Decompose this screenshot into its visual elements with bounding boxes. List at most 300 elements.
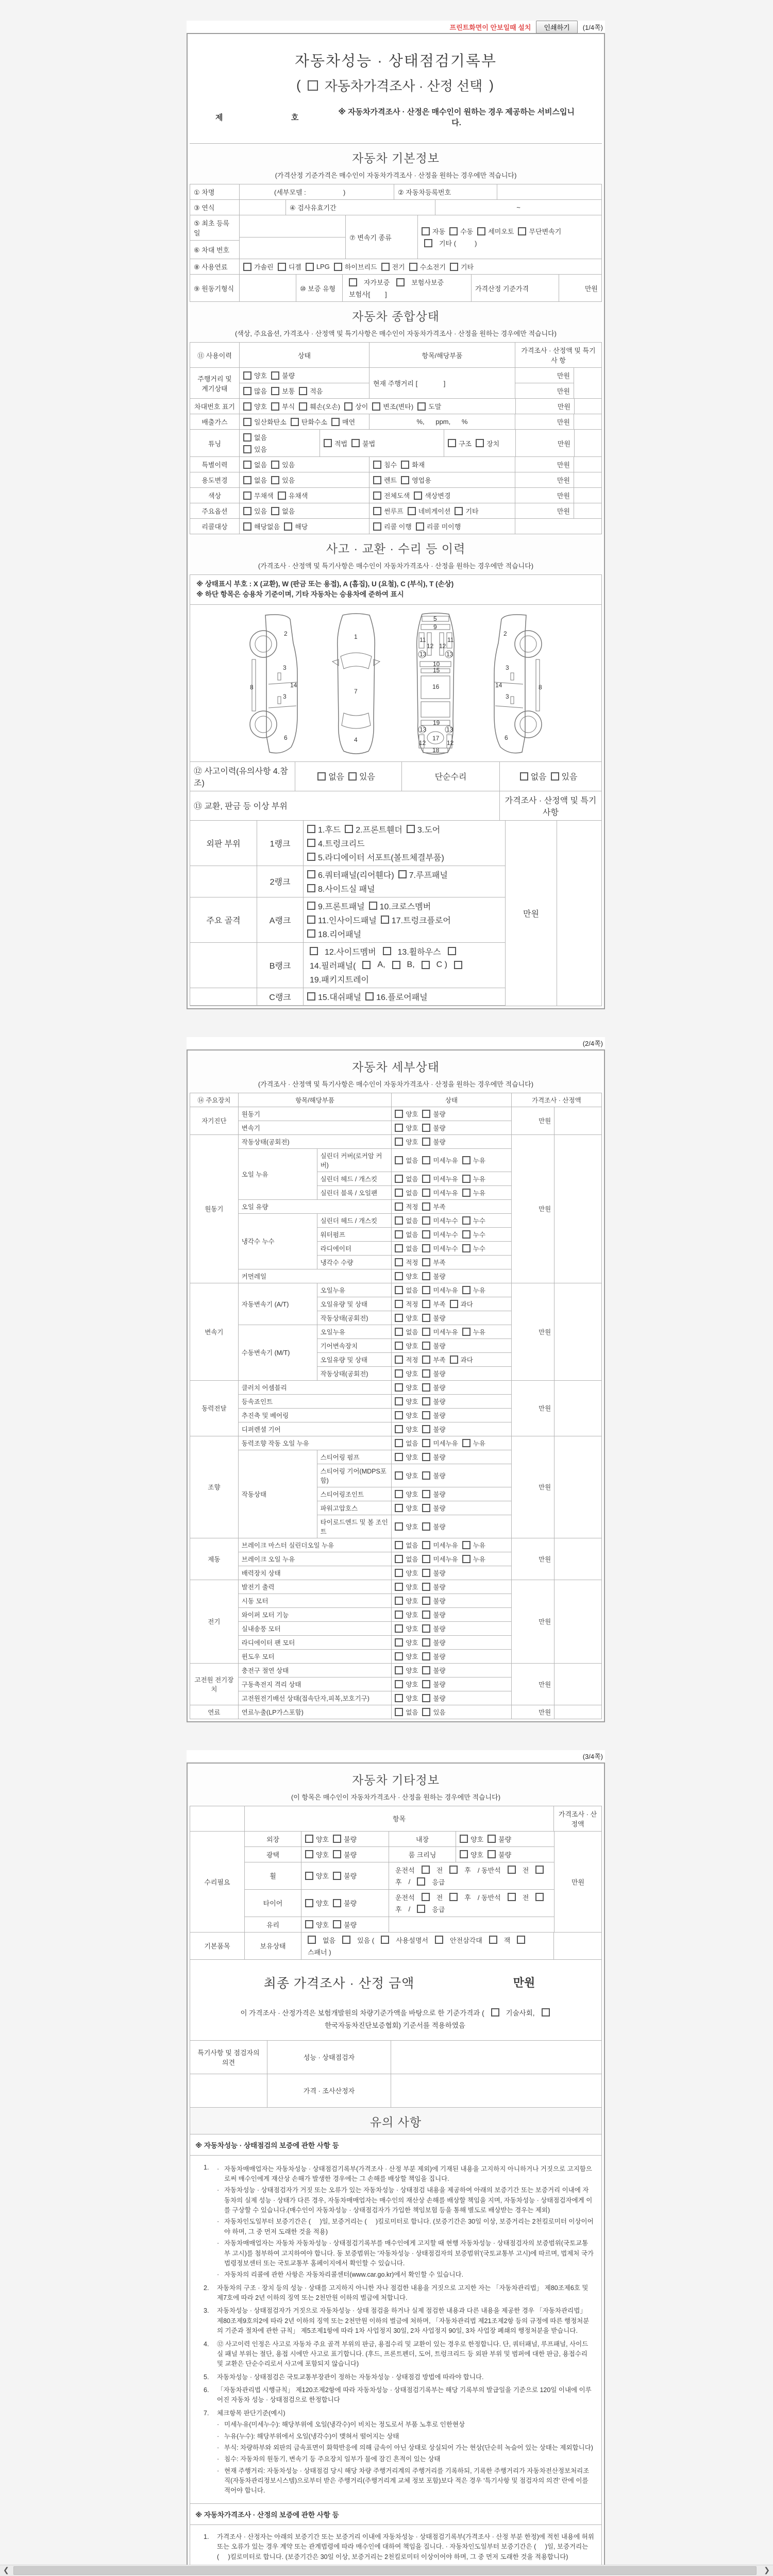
checkbox[interactable] <box>422 1439 430 1447</box>
checkbox-option[interactable] <box>462 1230 490 1239</box>
checkbox[interactable] <box>395 1680 403 1688</box>
checkbox[interactable] <box>395 1138 403 1146</box>
checkbox-option[interactable] <box>462 1244 490 1253</box>
checkbox[interactable] <box>422 1110 430 1118</box>
checkbox[interactable] <box>305 1872 313 1880</box>
checkbox[interactable] <box>307 825 315 833</box>
checkbox[interactable] <box>396 278 405 286</box>
checkbox-option[interactable] <box>422 1258 449 1267</box>
checkbox-option[interactable] <box>395 1707 422 1717</box>
price-value-cell[interactable] <box>554 1283 602 1380</box>
checkbox[interactable] <box>395 1328 403 1336</box>
checkbox-option[interactable] <box>395 1369 422 1378</box>
checkbox-option[interactable] <box>422 1299 449 1309</box>
remark-cell[interactable] <box>574 488 601 503</box>
checkbox[interactable] <box>284 522 292 531</box>
checkbox[interactable] <box>551 772 559 781</box>
checkbox-option[interactable] <box>395 1244 422 1253</box>
checkbox-option[interactable] <box>395 1299 422 1309</box>
checkbox-option[interactable] <box>422 1680 449 1689</box>
checkbox[interactable] <box>395 1611 403 1619</box>
checkbox-option[interactable] <box>305 1850 333 1859</box>
checkbox[interactable] <box>305 1920 313 1928</box>
reg-no-value[interactable] <box>497 184 601 199</box>
checkbox-option[interactable] <box>243 490 278 500</box>
checkbox[interactable] <box>395 1300 403 1308</box>
checkbox-option[interactable] <box>395 1452 422 1462</box>
checkbox[interactable] <box>278 263 286 271</box>
checkbox-option[interactable] <box>407 823 444 835</box>
checkbox-option[interactable] <box>317 770 348 782</box>
checkbox-option[interactable] <box>333 1834 361 1844</box>
checkbox-option[interactable] <box>422 1471 449 1480</box>
checkbox-option[interactable] <box>450 1299 477 1309</box>
checkbox[interactable] <box>422 961 430 969</box>
checkbox[interactable] <box>462 1156 470 1164</box>
price-value-cell[interactable] <box>554 1663 602 1705</box>
checkbox[interactable] <box>489 1936 497 1944</box>
remark-appraiser-value[interactable] <box>391 2074 601 2107</box>
checkbox-option[interactable] <box>422 1624 449 1633</box>
checkbox[interactable] <box>462 1541 470 1549</box>
checkbox[interactable] <box>307 839 315 847</box>
checkbox[interactable] <box>508 1893 516 1901</box>
checkbox-option[interactable] <box>307 900 369 912</box>
checkbox[interactable] <box>462 1216 470 1225</box>
checkbox-option[interactable] <box>395 1341 422 1350</box>
checkbox-option[interactable] <box>305 1920 333 1929</box>
checkbox[interactable] <box>395 1286 403 1294</box>
checkbox-option[interactable] <box>395 1411 422 1420</box>
checkbox-option[interactable] <box>395 1285 422 1295</box>
checkbox[interactable] <box>535 1866 544 1874</box>
horizontal-scrollbar[interactable] <box>0 2565 773 2576</box>
checkbox-option[interactable] <box>305 1898 333 1908</box>
rank-remark-cell[interactable] <box>557 821 601 1006</box>
checkbox[interactable] <box>450 1355 458 1364</box>
checkbox[interactable] <box>422 1342 430 1350</box>
checkbox-option[interactable] <box>331 417 359 427</box>
checkbox[interactable] <box>324 439 332 447</box>
checkbox-option[interactable] <box>373 475 401 485</box>
checkbox-option[interactable] <box>462 1174 490 1183</box>
checkbox[interactable] <box>373 461 381 469</box>
checkbox[interactable] <box>271 461 279 469</box>
checkbox-option[interactable] <box>395 1522 422 1531</box>
checkbox[interactable] <box>344 402 352 411</box>
checkbox-option[interactable] <box>395 1666 422 1675</box>
checkbox-option[interactable] <box>455 506 482 516</box>
checkbox[interactable] <box>243 461 251 469</box>
checkbox-option[interactable] <box>271 386 299 396</box>
checkbox-option[interactable] <box>395 1188 422 1197</box>
checkbox[interactable] <box>395 1369 403 1378</box>
checkbox[interactable] <box>395 1453 403 1461</box>
checkbox-option[interactable] <box>381 914 455 926</box>
checkbox[interactable] <box>395 1202 403 1211</box>
checkbox-option[interactable] <box>305 1834 333 1844</box>
checkbox[interactable] <box>395 1124 403 1132</box>
checkbox[interactable] <box>395 1397 403 1405</box>
emission-values[interactable]: %, ppm, % <box>369 414 515 429</box>
checkbox[interactable] <box>422 1541 430 1549</box>
checkbox[interactable] <box>369 902 377 910</box>
checkbox[interactable] <box>398 870 407 878</box>
checkbox[interactable] <box>308 1936 316 1944</box>
checkbox[interactable] <box>422 1555 430 1563</box>
checkbox[interactable] <box>462 1189 470 1197</box>
checkbox[interactable] <box>422 1272 430 1280</box>
checkbox-option[interactable] <box>333 1920 361 1929</box>
checkbox-option[interactable] <box>422 1596 449 1605</box>
checkbox[interactable] <box>307 884 315 892</box>
checkbox[interactable] <box>450 263 458 271</box>
checkbox[interactable] <box>331 418 340 426</box>
checkbox[interactable] <box>395 1175 403 1183</box>
checkbox[interactable] <box>422 1624 430 1633</box>
checkbox-option[interactable] <box>395 1693 422 1703</box>
checkbox-option[interactable] <box>395 1624 422 1633</box>
checkbox-option[interactable] <box>422 1216 462 1225</box>
checkbox[interactable] <box>508 1866 516 1874</box>
checkbox-option[interactable] <box>422 1397 449 1406</box>
checkbox[interactable] <box>422 1611 430 1619</box>
remark-cell[interactable] <box>574 368 601 398</box>
checkbox[interactable] <box>395 1708 403 1716</box>
checkbox[interactable] <box>422 1124 430 1132</box>
price-value-cell[interactable] <box>554 1380 602 1436</box>
checkbox[interactable] <box>307 902 315 910</box>
checkbox-option[interactable] <box>333 1871 361 1880</box>
checkbox[interactable] <box>307 853 315 861</box>
remark-cell[interactable] <box>574 472 601 487</box>
checkbox[interactable] <box>278 492 286 500</box>
checkbox[interactable] <box>462 1230 470 1239</box>
checkbox-option[interactable] <box>395 1272 422 1281</box>
checkbox[interactable] <box>243 433 251 442</box>
checkbox-option[interactable] <box>395 1174 422 1183</box>
checkbox-option[interactable] <box>395 1471 422 1480</box>
checkbox-option[interactable] <box>324 438 351 448</box>
checkbox[interactable] <box>422 1490 430 1498</box>
checkbox-option[interactable] <box>422 1707 449 1717</box>
checkbox-option[interactable] <box>284 521 312 531</box>
checkbox-option[interactable] <box>243 262 278 272</box>
checkbox-option[interactable] <box>369 900 435 912</box>
checkbox[interactable] <box>408 507 416 515</box>
checkbox[interactable] <box>476 439 484 447</box>
checkbox-option[interactable] <box>243 506 271 516</box>
checkbox-option[interactable] <box>395 1258 422 1267</box>
checkbox[interactable] <box>462 1555 470 1563</box>
checkbox[interactable] <box>422 1680 430 1688</box>
checkbox-option[interactable] <box>395 1123 422 1132</box>
checkbox[interactable] <box>395 1230 403 1239</box>
checkbox-option[interactable] <box>449 226 477 236</box>
checkbox[interactable] <box>462 1286 470 1294</box>
checkbox[interactable] <box>422 1522 430 1531</box>
checkbox[interactable] <box>449 1866 458 1874</box>
checkbox[interactable] <box>422 1471 430 1480</box>
checkbox-option[interactable] <box>307 991 365 1003</box>
checkbox-option[interactable] <box>307 851 448 863</box>
checkbox-option[interactable] <box>307 883 379 894</box>
checkbox-option[interactable] <box>422 1156 462 1165</box>
checkbox[interactable] <box>422 1355 430 1364</box>
checkbox-option[interactable] <box>334 262 381 272</box>
checkbox-option[interactable] <box>333 1850 361 1859</box>
checkbox[interactable] <box>422 1397 430 1405</box>
remark-cell[interactable] <box>575 399 601 414</box>
checkbox-option[interactable] <box>333 1898 361 1908</box>
checkbox-option[interactable] <box>365 991 432 1003</box>
checkbox[interactable] <box>271 387 279 395</box>
checkbox-option[interactable] <box>422 1313 449 1323</box>
checkbox[interactable] <box>308 80 318 91</box>
scroll-right-arrow[interactable]: ❯ <box>764 2566 770 2574</box>
checkbox[interactable] <box>422 1244 430 1252</box>
checkbox-option[interactable] <box>395 1327 422 1336</box>
checkbox[interactable] <box>422 1425 430 1433</box>
checkbox-option[interactable] <box>551 770 582 782</box>
checkbox-option[interactable] <box>422 1123 449 1132</box>
checkbox-option[interactable] <box>422 1109 449 1118</box>
checkbox[interactable] <box>422 1694 430 1702</box>
checkbox-option[interactable] <box>373 521 416 531</box>
checkbox-option[interactable] <box>450 262 478 272</box>
checkbox-option[interactable] <box>422 1272 449 1281</box>
checkbox-option[interactable] <box>271 401 299 411</box>
checkbox[interactable] <box>345 825 353 833</box>
checkbox-option[interactable] <box>373 460 401 469</box>
checkbox-option[interactable] <box>462 1156 490 1165</box>
checkbox-option[interactable] <box>520 770 551 782</box>
checkbox-option[interactable] <box>422 1369 449 1378</box>
checkbox[interactable] <box>395 1666 403 1674</box>
checkbox-option[interactable] <box>395 1202 422 1211</box>
checkbox[interactable] <box>455 507 463 515</box>
checkbox-option[interactable] <box>271 506 299 516</box>
checkbox-option[interactable] <box>395 1438 422 1448</box>
checkbox-option[interactable] <box>395 1313 422 1323</box>
checkbox-option[interactable] <box>422 1693 449 1703</box>
checkbox[interactable] <box>395 1110 403 1118</box>
checkbox[interactable] <box>422 1569 430 1577</box>
checkbox[interactable] <box>395 1471 403 1480</box>
checkbox[interactable] <box>448 947 456 955</box>
checkbox-option[interactable] <box>345 823 407 835</box>
checkbox-option[interactable] <box>395 1216 422 1225</box>
checkbox-option[interactable] <box>395 1540 422 1550</box>
checkbox-option[interactable] <box>422 1244 462 1253</box>
checkbox[interactable] <box>395 1156 403 1164</box>
checkbox[interactable] <box>395 1569 403 1577</box>
checkbox-option[interactable] <box>395 1489 422 1499</box>
print-install-notice[interactable]: 프린트화면이 안보일때 설치 <box>449 23 531 31</box>
checkbox[interactable] <box>243 476 251 484</box>
checkbox[interactable] <box>422 1666 430 1674</box>
checkbox[interactable] <box>243 522 251 531</box>
checkbox[interactable] <box>395 1638 403 1647</box>
remark-cell[interactable] <box>574 414 601 429</box>
checkbox-option[interactable] <box>488 1834 515 1844</box>
checkbox-option[interactable] <box>460 1850 488 1859</box>
checkbox[interactable] <box>243 418 251 426</box>
checkbox-option[interactable] <box>395 1554 422 1564</box>
checkbox[interactable] <box>271 476 279 484</box>
checkbox[interactable] <box>518 227 526 235</box>
checkbox[interactable] <box>535 1893 544 1901</box>
checkbox[interactable] <box>395 1624 403 1633</box>
checkbox-option[interactable] <box>395 1582 422 1591</box>
checkbox[interactable] <box>271 507 279 515</box>
checkbox[interactable] <box>333 1899 341 1907</box>
checkbox[interactable] <box>373 522 381 531</box>
checkbox-option[interactable] <box>271 460 299 469</box>
checkbox-option[interactable] <box>373 490 414 500</box>
checkbox-option[interactable] <box>408 506 455 516</box>
checkbox[interactable] <box>395 1258 403 1266</box>
checkbox-option[interactable] <box>417 401 445 411</box>
checkbox-option[interactable] <box>422 1522 449 1531</box>
checkbox[interactable] <box>424 239 432 247</box>
checkbox-option[interactable] <box>348 770 379 782</box>
checkbox-option[interactable] <box>422 1327 462 1336</box>
checkbox[interactable] <box>348 772 357 781</box>
checkbox[interactable] <box>401 476 409 484</box>
price-value-cell[interactable] <box>554 1538 602 1580</box>
checkbox[interactable] <box>417 402 426 411</box>
checkbox[interactable] <box>422 1652 430 1660</box>
remark-cell[interactable] <box>575 430 601 456</box>
checkbox-option[interactable] <box>395 1230 422 1239</box>
checkbox-option[interactable] <box>271 475 299 485</box>
checkbox[interactable] <box>488 1850 496 1858</box>
price-value-cell[interactable] <box>554 1705 602 1719</box>
checkbox[interactable] <box>271 371 279 380</box>
checkbox[interactable] <box>542 2008 550 2016</box>
checkbox[interactable] <box>305 1850 313 1858</box>
checkbox[interactable] <box>407 825 415 833</box>
checkbox[interactable] <box>243 445 251 453</box>
checkbox-option[interactable] <box>395 1355 422 1364</box>
checkbox[interactable] <box>395 1272 403 1280</box>
checkbox[interactable] <box>299 402 307 411</box>
checkbox[interactable] <box>450 1300 458 1308</box>
checkbox[interactable] <box>422 1453 430 1461</box>
checkbox-option[interactable] <box>476 438 503 448</box>
checkbox-option[interactable] <box>344 401 372 411</box>
checkbox-option[interactable] <box>422 1582 449 1591</box>
checkbox[interactable] <box>422 1156 430 1164</box>
checkbox[interactable] <box>333 1872 341 1880</box>
checkbox[interactable] <box>448 439 456 447</box>
checkbox-option[interactable] <box>462 1216 490 1225</box>
checkbox[interactable] <box>395 1583 403 1591</box>
checkbox[interactable] <box>395 1411 403 1419</box>
checkbox[interactable] <box>409 263 417 271</box>
checkbox[interactable] <box>305 1835 313 1843</box>
checkbox-option[interactable] <box>307 869 398 880</box>
checkbox[interactable] <box>422 1893 430 1901</box>
checkbox[interactable] <box>362 961 371 969</box>
current-mileage[interactable]: 현재 주행거리 [ ] <box>369 368 515 398</box>
checkbox[interactable] <box>422 1300 430 1308</box>
checkbox-option[interactable] <box>422 1638 449 1647</box>
checkbox-option[interactable] <box>422 1610 449 1619</box>
checkbox[interactable] <box>422 1189 430 1197</box>
checkbox-option[interactable] <box>395 1109 422 1118</box>
checkbox-option[interactable] <box>243 521 284 531</box>
checkbox[interactable] <box>422 1383 430 1392</box>
checkbox-option[interactable] <box>460 1834 488 1844</box>
checkbox-option[interactable] <box>395 1425 422 1434</box>
checkbox-option[interactable] <box>422 1188 462 1197</box>
checkbox[interactable] <box>491 2008 499 2016</box>
checkbox[interactable] <box>422 1314 430 1322</box>
checkbox-option[interactable] <box>372 401 417 411</box>
checkbox[interactable] <box>307 929 315 938</box>
price-value-cell[interactable] <box>554 1134 602 1283</box>
checkbox-option[interactable] <box>243 432 271 442</box>
checkbox[interactable] <box>372 402 380 411</box>
checkbox-option[interactable] <box>422 1285 462 1295</box>
checkbox[interactable] <box>334 263 342 271</box>
checkbox-option[interactable] <box>307 914 381 926</box>
checkbox[interactable] <box>422 1175 430 1183</box>
checkbox-option[interactable] <box>243 370 271 380</box>
checkbox-option[interactable] <box>271 370 299 380</box>
checkbox-option[interactable] <box>422 1341 449 1350</box>
checkbox-option[interactable] <box>373 506 408 516</box>
checkbox-option[interactable] <box>307 823 345 835</box>
checkbox[interactable] <box>477 227 485 235</box>
checkbox-option[interactable] <box>462 1554 490 1564</box>
checkbox-option[interactable] <box>422 1666 449 1675</box>
checkbox[interactable] <box>422 1638 430 1647</box>
checkbox[interactable] <box>520 772 528 781</box>
checkbox-option[interactable] <box>395 1652 422 1661</box>
checkbox[interactable] <box>342 1936 350 1944</box>
checkbox[interactable] <box>373 476 381 484</box>
checkbox[interactable] <box>449 227 458 235</box>
checkbox-option[interactable] <box>477 226 518 236</box>
checkbox[interactable] <box>291 418 299 426</box>
checkbox-option[interactable] <box>395 1596 422 1605</box>
checkbox-option[interactable] <box>299 386 327 396</box>
remark-cell[interactable] <box>574 457 601 472</box>
checkbox[interactable] <box>395 1383 403 1392</box>
checkbox-option[interactable] <box>422 1425 449 1434</box>
checkbox[interactable] <box>333 1920 341 1928</box>
checkbox[interactable] <box>422 1138 430 1146</box>
checkbox-option[interactable] <box>401 460 429 469</box>
checkbox-option[interactable] <box>351 438 379 448</box>
checkbox-option[interactable] <box>422 1174 462 1183</box>
checkbox[interactable] <box>422 1369 430 1378</box>
checkbox[interactable] <box>422 1504 430 1512</box>
checkbox-option[interactable] <box>243 386 271 396</box>
remark-inspector-value[interactable] <box>391 2041 601 2074</box>
checkbox[interactable] <box>349 278 357 286</box>
checkbox-option[interactable] <box>422 1503 449 1513</box>
price-value-cell[interactable] <box>554 1436 602 1538</box>
checkbox[interactable] <box>422 1411 430 1419</box>
checkbox[interactable] <box>381 263 390 271</box>
checkbox-option[interactable] <box>462 1327 490 1336</box>
checkbox-option[interactable] <box>462 1438 490 1448</box>
vin-value[interactable] <box>240 238 345 259</box>
